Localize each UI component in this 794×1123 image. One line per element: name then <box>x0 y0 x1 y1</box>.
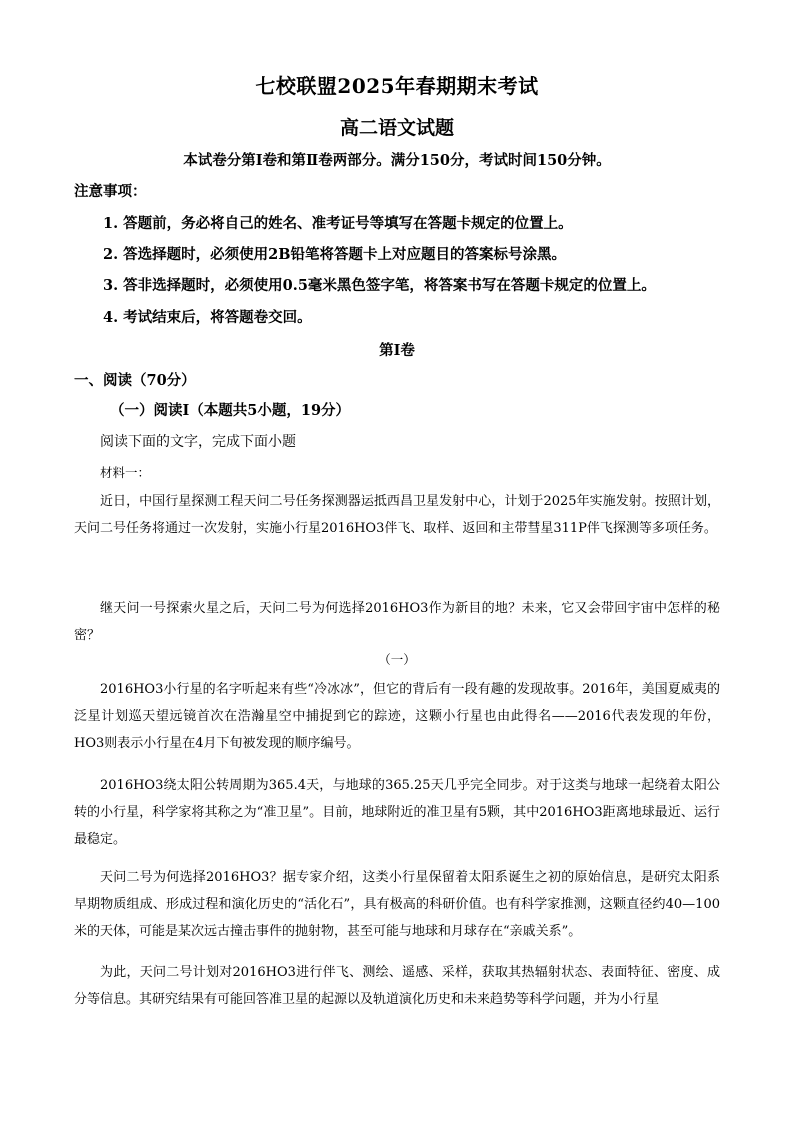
paragraph: 2016HO3小行星的名字听起来有些“冷冰冰”，但它的背后有一段有趣的发现故事。2016年，美国夏威夷的泛星计划巡天望远镜首次在浩瀚星空中捕捉到它的踪迹，这颗小行星也由此得名——2016代表发现的年份，HO3则表示小行星在4月下旬被发现的顺序编号。 <box>74 682 720 751</box>
material-label: 材料一： <box>100 465 151 480</box>
paragraph: 2016HO3绕太阳公转周期为365.4天，与地球的365.25天几乎完全同步。对于这类与地球一起绕着太阳公转的小行星，科学家将其称之为“准卫星”。目前，地球附近的准卫星有5颗，其中2016HO3距离地球最近、运行最稳定。 <box>74 778 720 847</box>
exam-info: 本试卷分第Ⅰ卷和第Ⅱ卷两部分。满分150分，考试时间150分钟。 <box>183 152 611 169</box>
notice-heading: 注意事项： <box>74 183 147 200</box>
part-marker: （一） <box>378 652 416 667</box>
paragraph: 继天问一号探索火星之后，天问二号为何选择2016HO3作为新目的地？未来，它又会带回宇宙中怎样的秘密？ <box>74 601 720 643</box>
paragraph: 近日，中国行星探测工程天问二号任务探测器运抵西昌卫星发射中心，计划于2025年实施发射。按照计划，天问二号任务将通过一次发射，实施小行星2016HO3伴飞、取样、返回和主带彗星311P伴飞探测等多项任务。 <box>74 494 720 536</box>
notice-item: 2. 答选择题时，必须使用2B铅笔将答题卡上对应题目的答案标号涂黑。 <box>103 246 567 263</box>
notice-item: 4. 考试结束后，将答题卷交回。 <box>103 309 312 326</box>
subsection-heading: （一）阅读Ⅰ（本题共5小题，19分） <box>110 402 351 419</box>
paragraph: 为此，天问二号计划对2016HO3进行伴飞、测绘、遥感、采样，获取其热辐射状态、表面特征、密度、成分等信息。其研究结果有可能回答准卫星的起源以及轨道演化历史和未来趋势等科学问题，并为小行星 <box>74 965 720 1007</box>
volume-heading: 第Ⅰ卷 <box>379 342 415 359</box>
section-heading: 一、阅读（70分） <box>74 372 196 389</box>
reading-instruction: 阅读下面的文字，完成下面小题 <box>100 434 296 450</box>
paragraph: 天问二号为何选择2016HO3？据专家介绍，这类小行星保留着太阳系诞生之初的原始信息，是研究太阳系早期物质组成、形成过程和演化历史的“活化石”，具有极高的科研价值。也有科学家推测，这颗直径约40—100米的天体，可能是某次远古撞击事件的抛射物，甚至可能与地球和月球存在“亲戚关系”。 <box>74 870 720 939</box>
exam-subtitle: 高二语文试题 <box>339 117 454 139</box>
notice-item: 1. 答题前，务必将自己的姓名、准考证号等填写在答题卡规定的位置上。 <box>103 215 573 232</box>
notice-item: 3. 答非选择题时，必须使用0.5毫米黑色签字笔，将答案书写在答题卡规定的位置上。 <box>103 277 656 294</box>
exam-title: 七校联盟2025年春期期末考试 <box>255 74 539 98</box>
